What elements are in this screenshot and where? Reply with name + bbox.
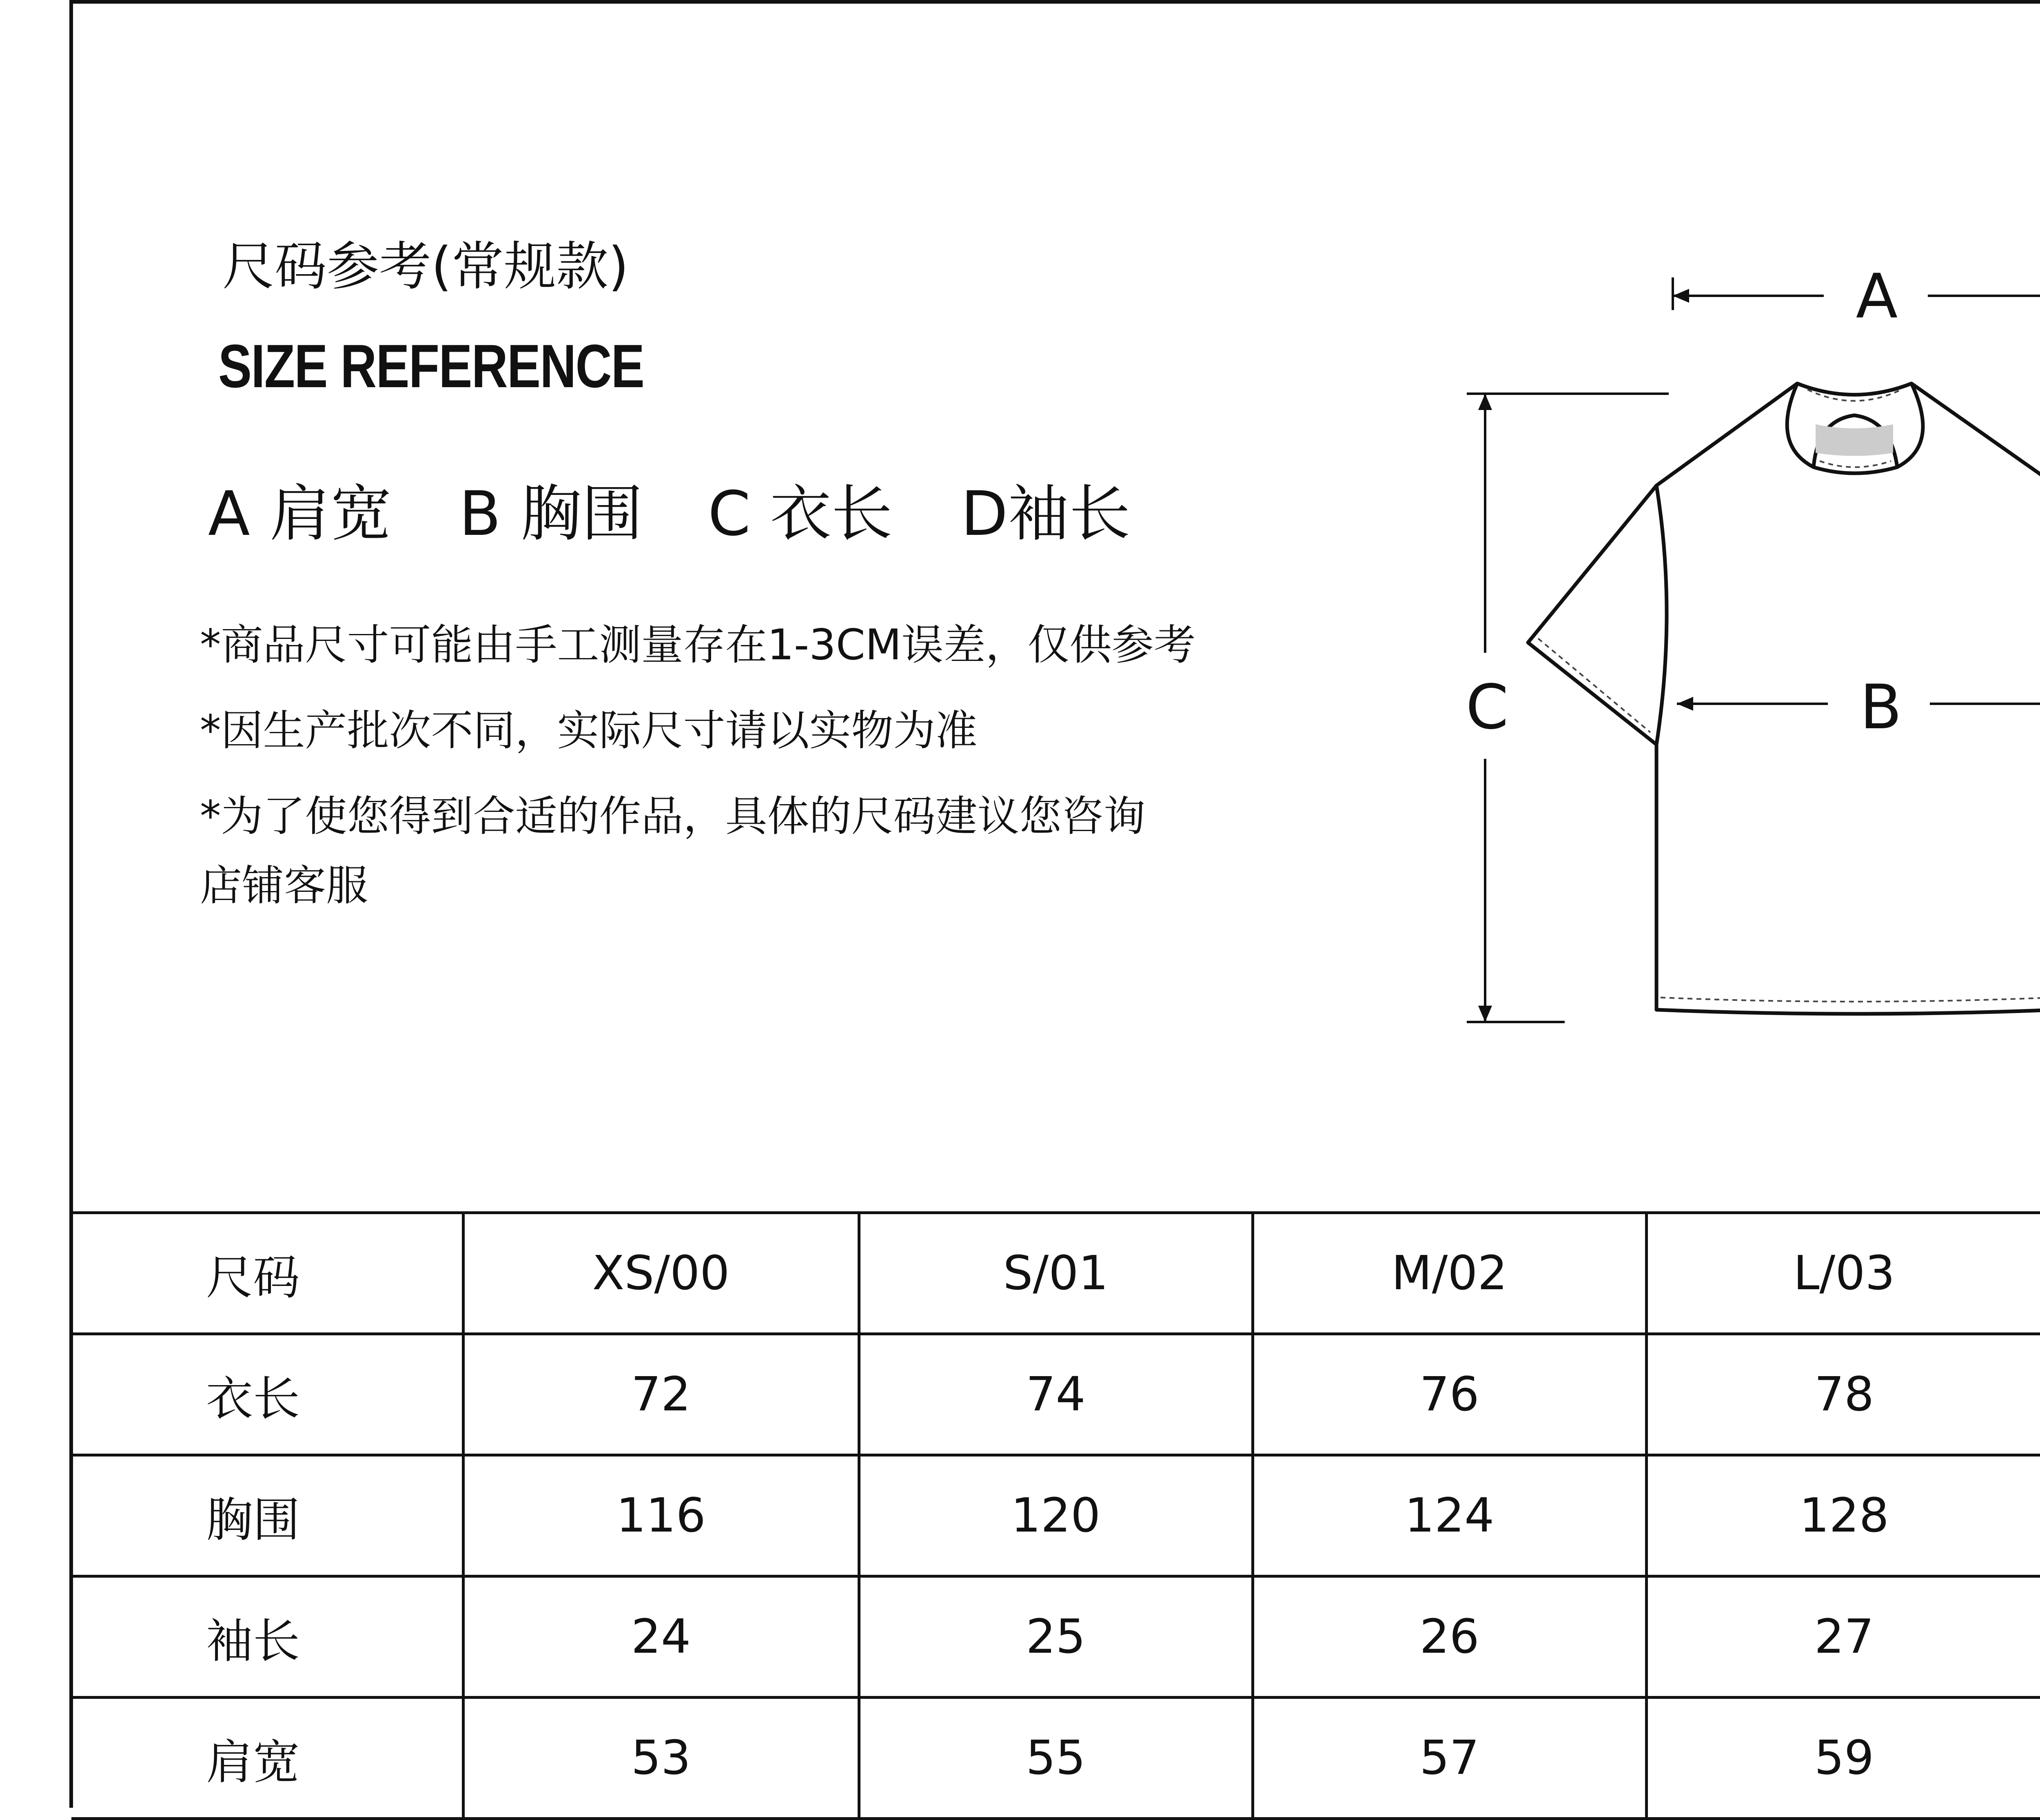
table-cell: 胸围 (71, 1455, 463, 1576)
subtitle-cn: 尺码参考(常规款) (222, 236, 629, 297)
table-cell: 衣长 (71, 1334, 463, 1455)
legend-a: A 肩宽 (208, 479, 392, 550)
table-header-row (71, 1213, 2040, 1334)
table-cell: 27 (1646, 1576, 2040, 1698)
table-cell: 128 (1646, 1455, 2040, 1576)
table-header-cell: L/03 (1646, 1213, 2040, 1334)
table-cell: 116 (463, 1455, 859, 1576)
table-cell: 53 (463, 1698, 859, 1819)
table-cell: 26 (1253, 1576, 1646, 1698)
table-header-cell: S/01 (859, 1213, 1253, 1334)
note-4: 店铺客服 (200, 861, 368, 910)
note-3: *为了使您得到合适的作品，具体的尺码建议您咨询 (200, 792, 1146, 841)
label-a: A (1856, 261, 1898, 332)
table-cell: 72 (463, 1334, 859, 1455)
table-cell: 74 (859, 1334, 1253, 1455)
legend-c: C 衣长 (708, 479, 893, 550)
table-cell: 59 (1646, 1698, 2040, 1819)
size-table (71, 1211, 2040, 1820)
table-cell: 袖长 (71, 1576, 463, 1698)
table-cell: 78 (1646, 1334, 2040, 1455)
table-cell: 55 (859, 1698, 1253, 1819)
table-cell: 120 (859, 1455, 1253, 1576)
table-header-cell: XS/00 (463, 1213, 859, 1334)
page-title: SIZE REFERENCE (218, 332, 644, 400)
table-cell: 57 (1253, 1698, 1646, 1819)
label-b: B (1860, 672, 1902, 743)
table-cell: 76 (1253, 1334, 1646, 1455)
table-cell: 肩宽 (71, 1698, 463, 1819)
table-header-cell: M/02 (1253, 1213, 1646, 1334)
table-cell: 25 (859, 1576, 1253, 1698)
label-c: C (1466, 672, 1509, 743)
legend-b: B 胸围 (459, 479, 643, 550)
legend-d: D袖长 (961, 479, 1131, 550)
table-row (71, 1698, 2040, 1819)
note-1: *商品尺寸可能由手工测量存在1-3CM误差，仅供参考 (200, 621, 1196, 669)
table-row (71, 1334, 2040, 1455)
table-row (71, 1455, 2040, 1576)
table-cell: 124 (1253, 1455, 1646, 1576)
table-row (71, 1576, 2040, 1698)
table-cell: 24 (463, 1576, 859, 1698)
table-header-cell: 尺码 (71, 1213, 463, 1334)
note-2: *因生产批次不同，实际尺寸请以实物为准 (200, 706, 978, 755)
